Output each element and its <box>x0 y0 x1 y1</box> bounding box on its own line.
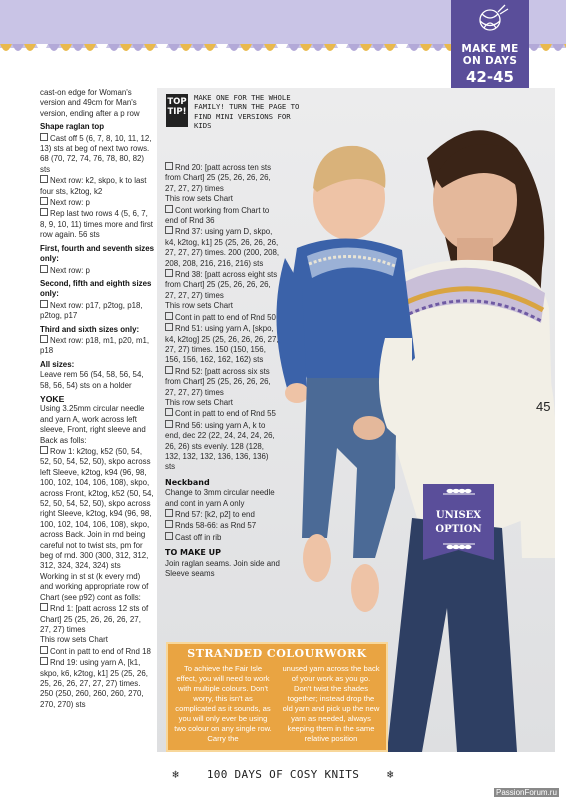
snowflake-icon: ❄ <box>172 768 180 781</box>
checkbox-icon <box>165 420 173 428</box>
instruction-step <box>40 603 154 635</box>
text: Change to 3mm circular needle and cont in yarn A only <box>165 488 275 508</box>
bunting-scallop <box>528 44 540 51</box>
bunting-scallop <box>300 44 312 51</box>
body-text <box>165 559 280 580</box>
section-heading <box>40 122 154 132</box>
text: Next row: p17, p2tog, p18, p2tog, p17 <box>40 300 143 321</box>
instruction-step <box>165 323 280 366</box>
body-text <box>40 88 154 119</box>
instruction-step <box>40 646 154 657</box>
body-text <box>165 194 280 204</box>
checkbox-icon <box>40 603 48 611</box>
text: YOKE <box>40 393 65 404</box>
ribbon-days: 42-45 <box>466 68 514 86</box>
text: Row 1: k2tog, k52 (50, 54, 52, 50, 54, 52, 50), skpo across left Sleeve, k2tog, k94 (96, 98, 100, 102, 104, 106, 108), skpo, across Front, k2tog, k52 (50, 54, 52, 50, 54, 52, 50), skpo across right Sleeve, k2tog, k94 (96, 98, 100, 102, 104, 106, 108), skpo, across Back. Join in rnd being careful not to twist sts, pm for beg of rnd. 300 (300, 312, 312, 312, 324, 324, 324) sts <box>40 447 154 571</box>
body-text <box>40 404 154 446</box>
bunting-scallop <box>48 44 60 51</box>
body-text <box>40 370 154 391</box>
instruction-step <box>165 226 280 269</box>
text: Next row: p18, m1, p20, m1, p18 <box>40 335 150 356</box>
footer-title: 100 DAYS OF COSY KNITS <box>206 768 360 781</box>
text: Rnd 1: [patt across 12 sts of Chart] 25 (25, 26, 26, 26, 27, 27, 27) times <box>40 604 149 634</box>
watermark: PassionForum.ru <box>496 788 557 797</box>
unisex-badge <box>423 484 494 560</box>
body-text <box>165 488 280 509</box>
checkbox-icon <box>40 208 48 216</box>
bunting-scallop <box>180 44 192 51</box>
text: Cast off 5 (6, 7, 8, 10, 11, 12, 13) sts at beg of next two rows. 68 (70, 72, 74, 76, 78, 80, 82) sts <box>40 133 152 174</box>
text: Using 3.25mm circular needle and yarn A, work across left sleeve, Front, right sleeve and Back as folls: <box>40 404 146 445</box>
checkbox-icon <box>165 312 173 320</box>
bunting-scallop <box>156 44 168 51</box>
footer <box>0 768 566 781</box>
bunting-scallop <box>0 44 12 51</box>
text: Rnd 20: [patt across ten sts from Chart] 25 (25, 26, 26, 26, 27, 27, 27) times <box>165 163 272 193</box>
text: This row sets Chart <box>165 301 233 311</box>
section-heading <box>165 478 280 488</box>
text: Cont working from Chart to end of Rnd 36 <box>165 205 270 226</box>
body-text <box>165 301 280 311</box>
text: Rnd 38: [patt across eight sts from Chart] 25 (25, 26, 26, 26, 27, 27, 27) times <box>165 270 278 300</box>
top-tip-badge-line2: TIP! <box>167 107 187 117</box>
text: TO MAKE UP <box>165 548 222 558</box>
checkbox-icon <box>40 646 48 654</box>
checkbox-icon <box>165 408 173 416</box>
bunting-scallop <box>372 44 384 51</box>
bunting-scallop <box>432 44 444 51</box>
stranded-colourwork-title: STRANDED COLOURWORK <box>187 647 367 660</box>
text: This row sets Chart <box>165 194 233 204</box>
checkbox-icon <box>165 366 173 374</box>
text: Rnd 56: using yarn A, k to end, dec 22 (22, 24, 24, 24, 26, 26, 26) sts evenly. 128 (128, 132, 132, 132, 136, 136, 136) sts <box>165 420 275 472</box>
body-text <box>40 572 154 603</box>
bunting-scallop <box>396 44 408 51</box>
instruction-step <box>40 197 154 208</box>
instruction-step <box>165 269 280 301</box>
instruction-step <box>40 208 154 240</box>
bunting-scallop <box>420 44 432 51</box>
text: Working in st st (k every rnd) and working appropriate row of Chart (see p92) cont as folls: <box>40 571 149 602</box>
checkbox-icon <box>40 446 48 454</box>
section-heading <box>165 548 280 558</box>
checkbox-icon <box>165 226 173 234</box>
pattern-left-column <box>40 88 154 710</box>
bunting-scallop <box>348 44 360 51</box>
bunting-scallop <box>360 44 372 51</box>
bunting-scallop <box>144 44 156 51</box>
text: Cast off in rib <box>175 532 222 542</box>
bunting-scallop <box>228 44 240 51</box>
text: Rnd 37: using yarn D, skpo, k4, k2tog, k1] 25 (25, 26, 26, 26, 27, 27, 27) times. 200 (200, 208, 208, 208, 216, 216, 216) sts <box>165 227 280 268</box>
text: Rnd 19: using yarn A, [k1, skpo, k6, k2tog, k1] 25 (25, 26, 25, 26, 26, 27, 27, 27) times. 250 (250, 260, 260, 260, 270, 270, 270) sts <box>40 658 148 709</box>
stranded-colourwork-box <box>166 642 388 752</box>
instruction-step <box>40 300 154 322</box>
text: Neckband <box>165 477 210 487</box>
text: First, fourth and seventh sizes only: <box>40 243 154 264</box>
text: Rnds 58-66: as Rnd 57 <box>175 521 257 531</box>
text: Shape raglan top <box>40 122 105 132</box>
text: Join raglan seams. Join side and Sleeve seams <box>165 558 280 579</box>
bunting-scallop <box>240 44 252 51</box>
unisex-line-1: UNISEX <box>435 510 482 521</box>
text: Rnd 52: [patt across six sts from Chart] 25 (25, 26, 26, 26, 27, 27, 27) times <box>165 366 271 397</box>
bunting-scallop <box>384 44 396 51</box>
text: This row sets Chart <box>165 397 233 407</box>
instruction-step <box>165 205 280 227</box>
instruction-step <box>165 162 280 194</box>
top-tip-badge <box>166 94 188 127</box>
section-heading <box>40 394 154 404</box>
body-text <box>40 635 154 645</box>
text: Cont in patt to end of Rnd 18 <box>50 646 151 656</box>
bunting-scallop <box>12 44 24 51</box>
checkbox-icon <box>40 300 48 308</box>
bunting-scallop <box>288 44 300 51</box>
bunting-scallop <box>336 44 348 51</box>
instruction-step <box>40 175 154 197</box>
checkbox-icon <box>40 133 48 141</box>
checkbox-icon <box>165 205 173 213</box>
text: Next row: k2, skpo, k to last four sts, k2tog, k2 <box>40 176 147 196</box>
bunting-scallop <box>276 44 288 51</box>
checkbox-icon <box>165 269 173 277</box>
bunting-scallop <box>408 44 420 51</box>
bunting-scallop <box>216 44 228 51</box>
text: Cont in patt to end of Rnd 55 <box>175 409 276 419</box>
text: Third and sixth sizes only: <box>40 324 140 334</box>
bunting-scallop <box>84 44 96 51</box>
text: This row sets Chart <box>40 635 108 645</box>
instruction-step <box>165 366 280 398</box>
checkbox-icon <box>40 657 48 665</box>
text: Next row: p <box>50 265 90 275</box>
unisex-line-2: OPTION <box>435 524 482 535</box>
snowflake-icon: ❄ <box>386 768 394 781</box>
bunting-scallop <box>204 44 216 51</box>
bunting-scallop <box>540 44 552 51</box>
checkbox-icon <box>165 509 173 517</box>
bunting-scallop <box>132 44 144 51</box>
section-heading <box>40 244 154 265</box>
bunting-scallop <box>168 44 180 51</box>
instruction-step <box>165 420 280 473</box>
instruction-step <box>40 335 154 357</box>
bunting-scallop <box>96 44 108 51</box>
top-tip-badge-line1: TOP <box>167 97 187 107</box>
instruction-step <box>165 520 280 531</box>
bunting-scallop <box>312 44 324 51</box>
bunting-scallop <box>252 44 264 51</box>
text: All sizes: <box>40 359 75 369</box>
checkbox-icon <box>40 197 48 205</box>
text: Leave rem 56 (54, 58, 56, 54, 58, 56, 54) sts on a holder <box>40 370 144 390</box>
text: Rep last two rows 4 (5, 6, 7, 8, 9, 10, 11) times more and first row again. 56 sts <box>40 209 153 240</box>
bunting-scallop <box>24 44 36 51</box>
checkbox-icon <box>165 532 173 540</box>
bunting-scallop <box>72 44 84 51</box>
instruction-step <box>40 133 154 176</box>
checkbox-icon <box>40 335 48 343</box>
bunting-scallop <box>552 44 564 51</box>
ribbon-line-1: MAKE ME <box>461 43 519 55</box>
bunting-scallop <box>60 44 72 51</box>
instruction-step <box>165 312 280 323</box>
instruction-step <box>40 657 154 710</box>
pattern-middle-column <box>165 162 280 579</box>
section-heading <box>40 279 154 300</box>
text: cast-on edge for Woman's version and 49cm for Man's version, ending after a p row <box>40 88 140 118</box>
text: Rnd 57: [k2, p2] to end <box>175 510 255 519</box>
instruction-step <box>40 446 154 572</box>
bunting-scallop <box>192 44 204 51</box>
bunting-scallop <box>264 44 276 51</box>
instruction-step <box>40 265 154 276</box>
stranded-colourwork-col1: To achieve the Fair Isle effect, you will need to work with multiple colours. Don't worry, this isn't as complicated as it sounds, as you will only ever be using two colour on any single row. Carry the <box>174 664 272 743</box>
section-heading <box>40 325 154 335</box>
section-heading <box>40 360 154 370</box>
checkbox-icon <box>165 520 173 528</box>
bunting-scallop <box>108 44 120 51</box>
text: Cont in patt to end of Rnd 50 <box>175 312 276 322</box>
instruction-step <box>165 509 280 520</box>
bunting-scallop <box>324 44 336 51</box>
top-tip-text: MAKE ONE FOR THE WHOLE FAMILY! TURN THE PAGE TO FIND MINI VERSIONS FOR KIDS <box>194 93 300 131</box>
instruction-step <box>165 408 280 419</box>
bunting-scallop <box>36 44 48 51</box>
body-text <box>165 398 280 408</box>
bunting-scallop <box>120 44 132 51</box>
checkbox-icon <box>40 175 48 183</box>
text: Rnd 51: using yarn A, [skpo, k4, k2tog] 25 (25, 26, 26, 26, 27, 27, 27) times. 150 (150, 156, 156, 156, 162, 162, 162) sts <box>165 324 279 365</box>
text: Next row: p <box>50 198 90 208</box>
checkbox-icon <box>165 162 173 170</box>
instruction-step <box>165 532 280 543</box>
page-number: 45 <box>536 399 551 414</box>
stranded-colourwork-col2: unused yarn across the back of your work as you go. Don't twist the shades together; instead drop the old yarn and pick up the new yarn as needed, always keeping them in the same relative position <box>282 664 380 743</box>
ribbon-line-2: ON DAYS <box>462 55 518 67</box>
checkbox-icon <box>165 323 173 331</box>
checkbox-icon <box>40 265 48 273</box>
text: Second, fifth and eighth sizes only: <box>40 278 152 299</box>
